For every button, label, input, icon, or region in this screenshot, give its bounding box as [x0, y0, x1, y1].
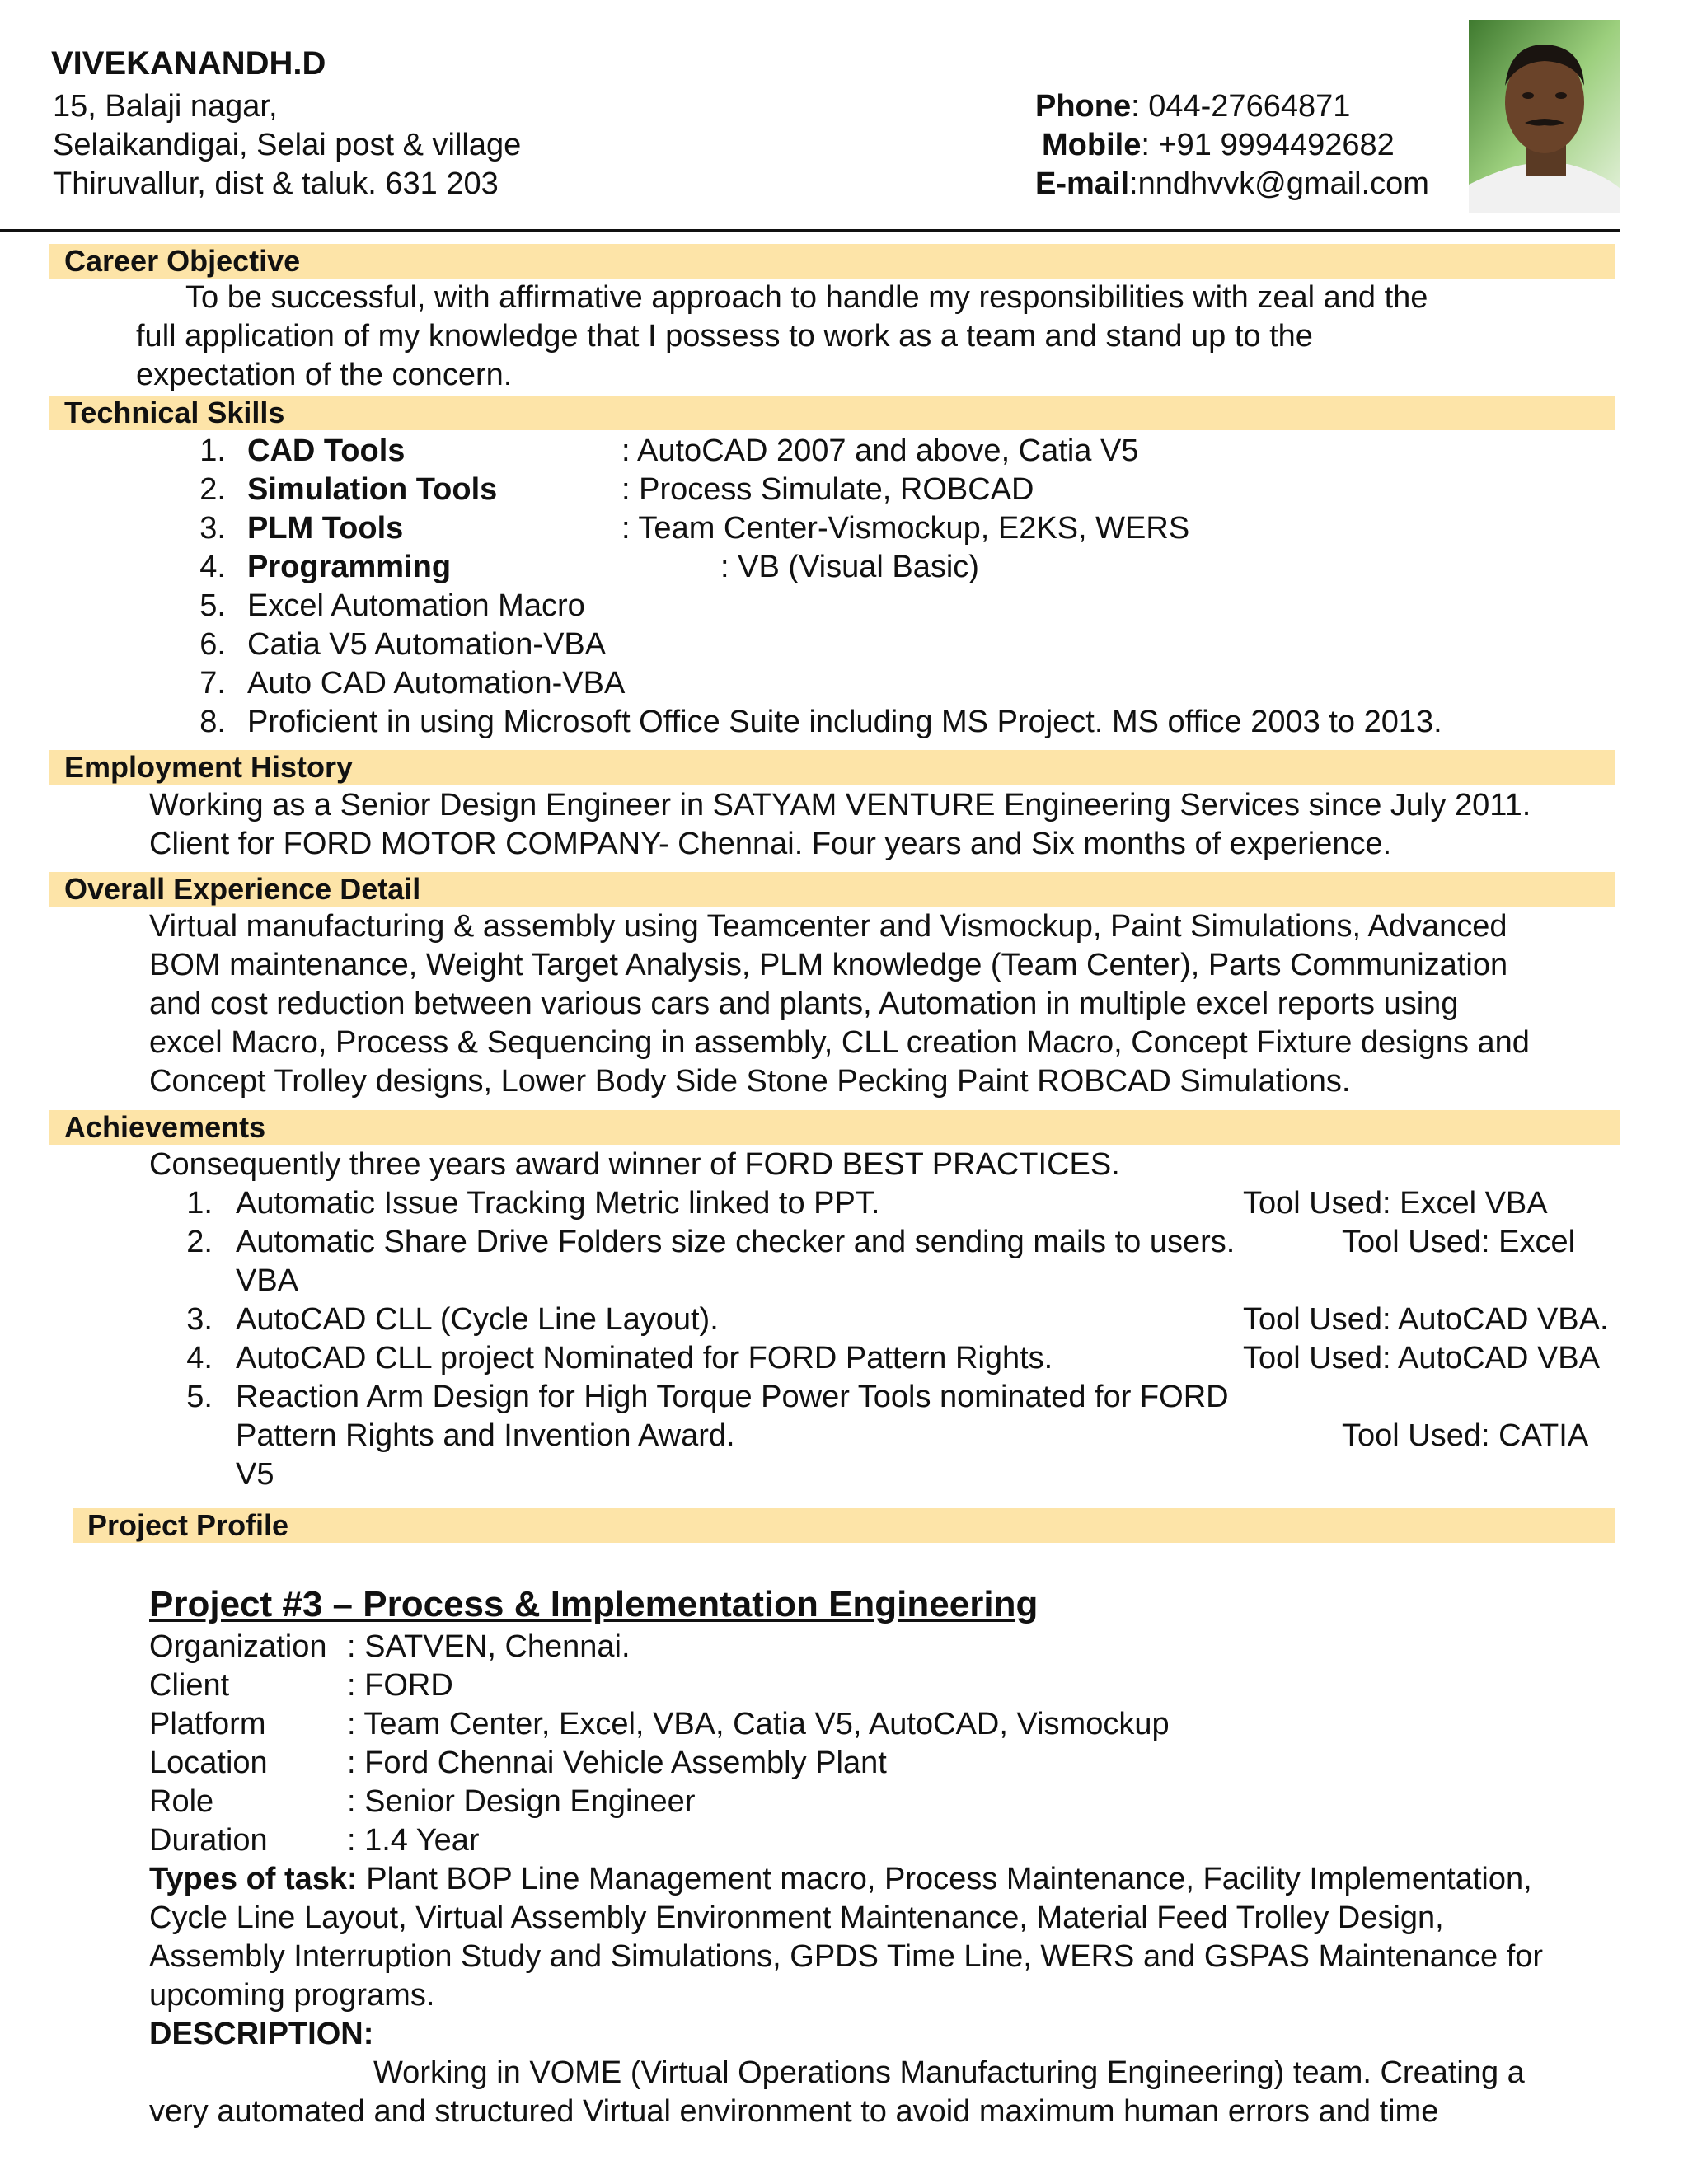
field-label: Role [149, 1784, 214, 1819]
field-value: : SATVEN, Chennai. [347, 1629, 631, 1664]
address-line: 15, Balaji nagar, [53, 89, 278, 124]
address-block [53, 87, 521, 204]
task-types [149, 1860, 1543, 2131]
task-types-text: Plant BOP Line Management macro, Process Maintenance, Facility Implementation, [357, 1862, 1532, 1896]
list-number: 1. [186, 1186, 213, 1221]
mobile-value: : +91 9994492682 [1141, 128, 1395, 162]
list-number: 2. [186, 1225, 213, 1259]
employment-text [149, 786, 1531, 864]
tool-used-continued: VBA [236, 1263, 299, 1298]
mobile-row [1035, 126, 1429, 165]
section-heading-achievements [49, 1110, 1620, 1145]
field-value: : FORD [347, 1668, 453, 1703]
project-details [149, 1628, 1170, 1860]
tool-used: Tool Used: Excel VBA [1243, 1186, 1548, 1221]
section-heading-experience [49, 872, 1615, 907]
paragraph-line: Client for FORD MOTOR COMPANY- Chennai. Four years and Six months of experience. [149, 827, 1392, 861]
project-title: Project #3 – Process & Implementation Engineering [149, 1584, 1039, 1624]
achievement-text: AutoCAD CLL (Cycle Line Layout). [236, 1302, 719, 1337]
list-number: 2. [199, 472, 226, 507]
field-value: : Senior Design Engineer [347, 1784, 696, 1819]
field-label: Client [149, 1668, 230, 1703]
skill-text: Excel Automation Macro [247, 588, 585, 623]
section-title: Career Objective [64, 244, 301, 278]
field-label: Platform [149, 1707, 266, 1741]
phone-value: : 044-27664871 [1131, 89, 1351, 124]
list-item [190, 471, 1591, 509]
address-line: Thiruvallur, dist & taluk. 631 203 [53, 166, 499, 201]
paragraph-line: Virtual manufacturing & assembly using Teamcenter and Vismockup, Paint Simulations, Advanced [149, 909, 1507, 944]
list-item [165, 1184, 879, 1223]
skill-text: Proficient in using Microsoft Office Suite including MS Project. MS office 2003 to 2013. [247, 705, 1442, 739]
project-field [149, 1783, 1170, 1821]
paragraph-line: Assembly Interruption Study and Simulations, GPDS Time Line, WERS and GSPAS Maintenance for [149, 1939, 1544, 1974]
list-number: 6. [199, 627, 226, 662]
list-item [165, 1223, 1235, 1262]
email-label: E-mail [1035, 166, 1130, 201]
field-label: Location [149, 1746, 268, 1780]
achievements-list [165, 1184, 1624, 1494]
paragraph-line: To be successful, with affirmative approach to handle my responsibilities with zeal and the [185, 280, 1428, 315]
achievement-text: AutoCAD CLL project Nominated for FORD Pattern Rights. [236, 1341, 1053, 1376]
paragraph-line: BOM maintenance, Weight Target Analysis, PLM knowledge (Team Center), Parts Communization [149, 948, 1508, 982]
list-number: 7. [199, 666, 226, 701]
header-divider [0, 229, 1620, 232]
skill-value: : Process Simulate, ROBCAD [621, 472, 1034, 507]
achievement-text: Automatic Share Drive Folders size checker and sending mails to users. [236, 1225, 1236, 1259]
tool-used: Tool Used: AutoCAD VBA [1243, 1341, 1600, 1376]
achievement-text: Reaction Arm Design for High Torque Power Tools nominated for FORD [236, 1380, 1229, 1414]
skills-list [190, 432, 1591, 742]
skill-value: : VB (Visual Basic) [720, 550, 979, 584]
list-item [165, 1378, 1229, 1417]
list-item [165, 1301, 719, 1339]
field-label: Duration [149, 1823, 268, 1858]
achievement-text-continued: Pattern Rights and Invention Award. [236, 1418, 735, 1453]
skill-label: CAD Tools [247, 434, 406, 468]
list-item [165, 1339, 1053, 1378]
paragraph-line: expectation of the concern. [136, 358, 513, 392]
section-heading-career [49, 244, 1615, 279]
skill-text: Catia V5 Automation-VBA [247, 627, 607, 662]
candidate-name: VIVEKANANDH.D [51, 45, 326, 82]
task-types-label: Types of task: [149, 1862, 358, 1896]
list-number: 4. [199, 550, 226, 584]
section-title: Project Profile [87, 1508, 289, 1542]
list-number: 1. [199, 434, 226, 468]
paragraph-line: Concept Trolley designs, Lower Body Side Stone Pecking Paint ROBCAD Simulations. [149, 1064, 1351, 1099]
email-value: :nndhvvk@gmail.com [1129, 166, 1429, 201]
skill-label: PLM Tools [247, 511, 404, 546]
paragraph-line: Cycle Line Layout, Virtual Assembly Environment Maintenance, Material Feed Trolley Design, [149, 1900, 1444, 1935]
section-title: Technical Skills [64, 396, 285, 429]
project-field [149, 1628, 1170, 1666]
project-field [149, 1744, 1170, 1783]
list-item [190, 703, 1591, 742]
tool-used: Tool Used: Excel [1342, 1225, 1576, 1259]
tool-used: Tool Used: CATIA [1342, 1418, 1589, 1453]
paragraph-line: Working as a Senior Design Engineer in SATYAM VENTURE Engineering Services since July 2011. [149, 788, 1531, 823]
experience-text [149, 907, 1530, 1101]
section-title: Achievements [64, 1110, 266, 1144]
project-field [149, 1666, 1170, 1705]
achievement-text: Automatic Issue Tracking Metric linked to PPT. [236, 1186, 880, 1221]
field-value: : Team Center, Excel, VBA, Catia V5, AutoCAD, Vismockup [347, 1707, 1170, 1741]
contact-block [1035, 87, 1429, 204]
project-field [149, 1821, 1170, 1860]
field-label: Organization [149, 1629, 327, 1664]
list-number: 8. [199, 705, 226, 739]
list-number: 4. [186, 1341, 213, 1376]
achievements-intro: Consequently three years award winner of FORD BEST PRACTICES. [149, 1147, 1120, 1182]
address-line: Selaikandigai, Selai post & village [53, 128, 522, 162]
field-value: : 1.4 Year [347, 1823, 480, 1858]
skill-text: Auto CAD Automation-VBA [247, 666, 626, 701]
paragraph-line: and cost reduction between various cars and plants, Automation in multiple excel reports using [149, 987, 1459, 1021]
list-number: 3. [186, 1302, 213, 1337]
section-heading-projects [73, 1508, 1615, 1543]
mobile-label: Mobile [1042, 128, 1142, 162]
list-number: 5. [199, 588, 226, 623]
paragraph-line: excel Macro, Process & Sequencing in assembly, CLL creation Macro, Concept Fixture designs and [149, 1025, 1530, 1060]
list-item [190, 432, 1591, 471]
skill-value: : AutoCAD 2007 and above, Catia V5 [621, 434, 1139, 468]
skill-value: : Team Center-Vismockup, E2KS, WERS [621, 511, 1190, 546]
list-item [190, 664, 1591, 703]
career-objective-text [136, 279, 1611, 395]
field-value: : Ford Chennai Vehicle Assembly Plant [347, 1746, 887, 1780]
phone-row [1035, 87, 1429, 126]
list-item [190, 587, 1591, 626]
section-heading-skills [49, 396, 1615, 430]
description-label: DESCRIPTION: [149, 2017, 374, 2051]
list-item [190, 509, 1591, 548]
phone-label: Phone [1035, 89, 1132, 124]
project-field [149, 1705, 1170, 1744]
paragraph-line: Working in VOME (Virtual Operations Manufacturing Engineering) team. Creating a [373, 2055, 1525, 2090]
section-title: Employment History [64, 750, 354, 784]
section-title: Overall Experience Detail [64, 872, 421, 906]
paragraph-line: very automated and structured Virtual environment to avoid maximum human errors and time [149, 2094, 1439, 2129]
profile-photo [1469, 20, 1620, 213]
list-number: 3. [199, 511, 226, 546]
list-item [190, 626, 1591, 664]
email-row [1035, 165, 1429, 204]
paragraph-line: full application of my knowledge that I possess to work as a team and stand up to the [136, 319, 1313, 354]
paragraph-line: upcoming programs. [149, 1978, 435, 2013]
list-number: 5. [186, 1380, 213, 1414]
tool-used: Tool Used: AutoCAD VBA. [1243, 1302, 1609, 1337]
list-item [190, 548, 1591, 587]
skill-label: Simulation Tools [247, 472, 498, 507]
paragraph-line [149, 1860, 1543, 1899]
skill-label: Programming [247, 550, 452, 584]
section-heading-employment [49, 750, 1615, 785]
tool-used-continued: V5 [236, 1457, 274, 1492]
